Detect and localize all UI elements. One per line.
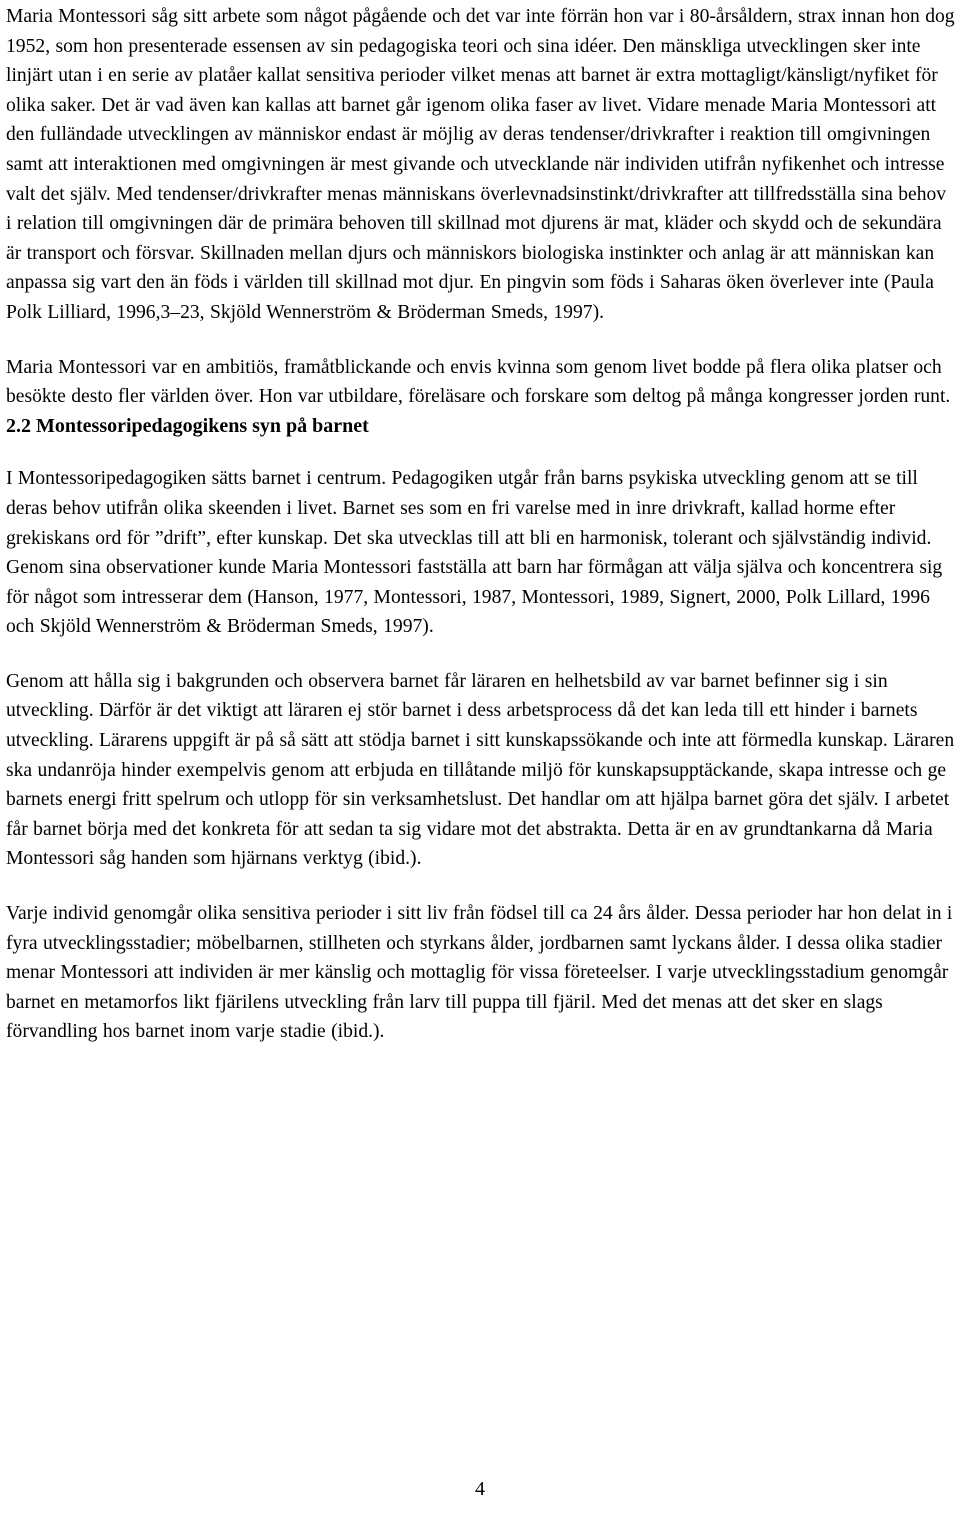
page-number: 4 <box>475 1478 485 1500</box>
paragraph-montessori-biography: Maria Montessori var en ambitiös, framåtblickande och envis kvinna som genom livet bodde på flera olika platser och besökte desto fler världen över. Hon var utbildare, föreläsare och forskare som deltog på många kongresser jorden runt. <box>6 356 951 408</box>
paragraph-teacher-role: Genom att hålla sig i bakgrunden och observera barnet får läraren en helhetsbild av var barnet befinner sig i sin utveckling. Därför är det viktigt att läraren ej stör barnet i dess arbetsprocess då det kan leda till ett hinder i barnets utveckling. Lärarens uppgift är på så sätt att stödja barnet i sitt kunskapssökande och inte att förmedla kunskap. Läraren ska undanröja hinder exempelvis genom att erbjuda en tillåtande miljö för kunskapsupptäckande, skapa intresse och ge barnets energi fritt spelrum och utlopp för sin verksamhetslust. Det handlar om att hjälpa barnet göra det själv. I arbetet får barnet börja med det konkreta för att sedan ta sig vidare mot det abstrakta. Detta är en av grundtankarna då Maria Montessori såg handen som hjärnans verktyg (ibid.). <box>6 670 955 870</box>
paragraph-montessori-theory: Maria Montessori såg sitt arbete som något pågående och det var inte förrän hon var i 80-årsåldern, strax innan hon dog 1952, som hon presenterade essensen av sin pedagogiska teori och sina idéer. Den mänskliga utvecklingen sker inte linjärt utan i en serie av platåer kallat sensitiva perioder vilket menas att barnet är extra mottagligt/känsligt/nyfiket för olika saker. Det är vad även kan kallas att barnet går igenom olika faser av livet. Vidare menade Maria Montessori att den fulländade utvecklingen av människor endast är möjlig av deras tendenser/drivkrafter i reaktion till omgivningen samt att interaktionen med omgivningen är mest givande och utvecklande när individen utifrån nyfikenhet och intresse valt det själv. Med tendenser/drivkrafter menas människans överlevnadsinstinkt/drivkrafter att tillfredsställa sina behov i relation till omgivningen där de primära behoven till skillnad mot djurens är mat, kläder och skydd och de sekundära är transport och försvar. Skillnaden mellan djurs och människors biologiska instinkter och anlag är att människan kan anpassa sig vart den än föds i världen till skillnad mot djur. En pingvin som föds i Saharas öken överlever inte (Paula Polk Lilliard, 1996,3–23, Skjöld Wennerström & Bröderman Smeds, 1997). <box>6 6 955 323</box>
section-heading: 2.2 Montessoripedagogikens syn på barnet <box>6 414 369 437</box>
document-page <box>6 2 956 1047</box>
paragraph-child-in-center: I Montessoripedagogiken sätts barnet i centrum. Pedagogiken utgår från barns psykiska utveckling genom att se till deras behov utifrån olika skeenden i livet. Barnet ses som en fri varelse med in inre drivkraft, kallad horme efter grekiskans ord för ”drift”, efter kunskap. Det ska utvecklas till att bli en harmonisk, tolerant och självständig individ. Genom sina observationer kunde Maria Montessori fastställa att barn har förmågan att välja själva och koncentrera sig för något som intresserar dem (Hanson, 1977, Montessori, 1987, Montessori, 1989, Signert, 2000, Polk Lillard, 1996 och Skjöld Wennerström & Bröderman Smeds, 1997). <box>6 468 943 638</box>
paragraph-sensitive-periods: Varje individ genomgår olika sensitiva perioder i sitt liv från födsel till ca 24 års ålder. Dessa perioder har hon delat in i fyra utvecklingsstadier; möbelbarnen, stillheten och styrkans ålder, jordbarnen samt lyckans ålder. I dessa olika stadier menar Montessori att individen är mer känslig och mottaglig för vissa företeelser. I varje utvecklingsstadium genomgår barnet en metamorfos likt fjärilens utveckling från larv till puppa till fjäril. Med det menas att det sker en slags förvandling hos barnet inom varje stadie (ibid.). <box>6 903 953 1043</box>
